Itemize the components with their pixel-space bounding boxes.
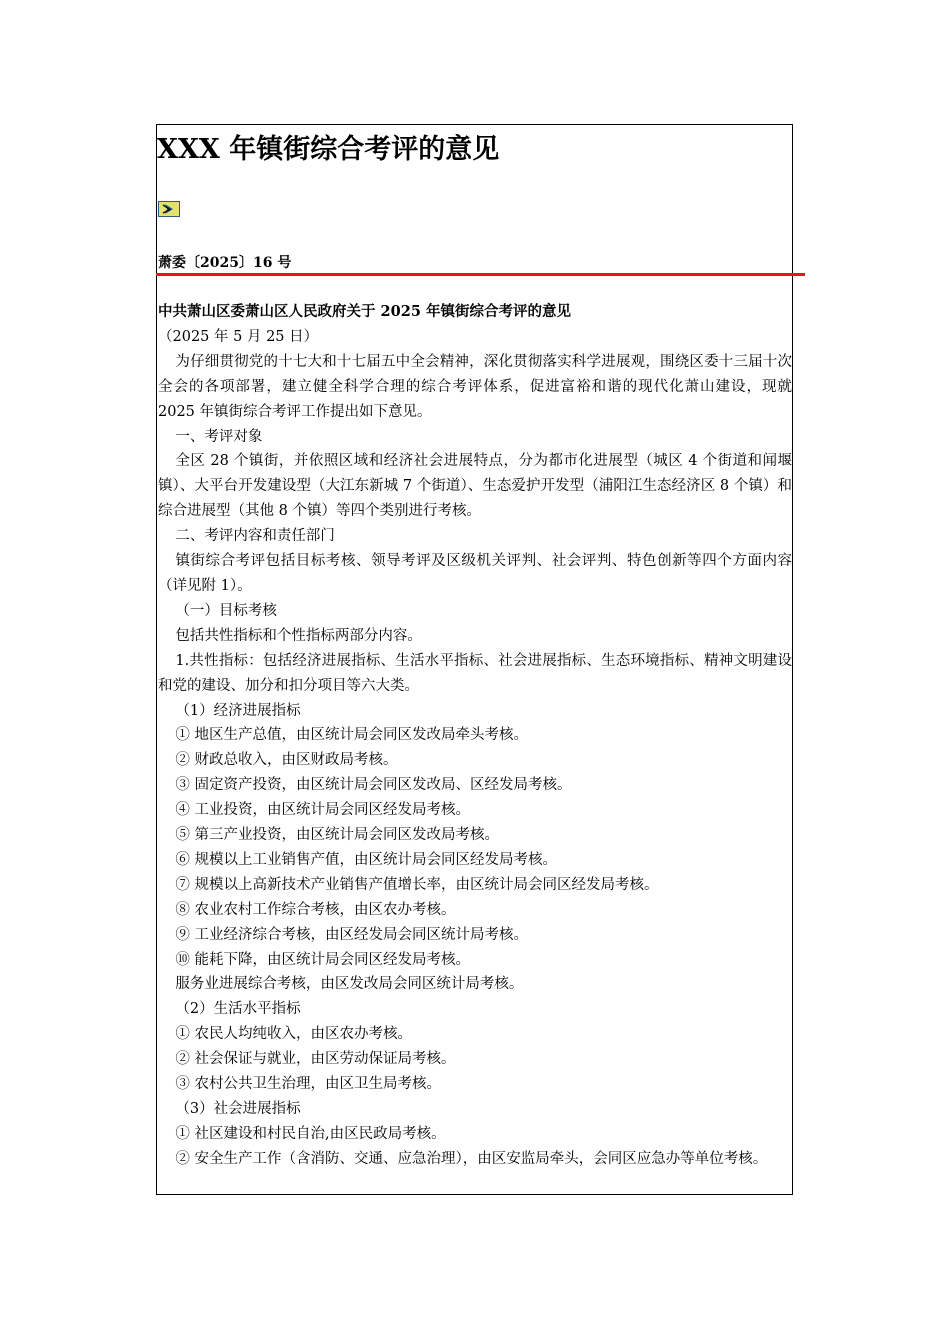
list-item: ⑧ 农业农村工作综合考核，由区农办考核。 [175, 901, 456, 918]
document-number: 萧委〔2025〕16 号 [158, 255, 292, 271]
list-item: ④ 工业投资，由区统计局会同区经发局考核。 [175, 802, 470, 819]
list-item: ② 财政总收入，由区财政局考核。 [175, 752, 398, 769]
document-title: XXX 年镇街综合考评的意见 [157, 134, 500, 165]
list-item: ⑨ 工业经济综合考核，由区经发局会同区统计局考核。 [175, 926, 528, 943]
section-heading: 一、考评对象 [175, 428, 263, 445]
list-item: ③ 固定资产投资，由区统计局会同区发改局、区经发局考核。 [175, 777, 572, 794]
subsection-heading: （1）经济进展指标 [175, 702, 301, 719]
document-body [158, 300, 792, 1172]
list-item: ⑩ 能耗下降，由区统计局会同区经发局考核。 [175, 951, 470, 968]
list-item: ① 地区生产总值，由区统计局会同区发改局牵头考核。 [175, 727, 528, 744]
list-item: ② 社会保证与就业，由区劳动保证局考核。 [175, 1051, 456, 1068]
section-heading: 二、考评内容和责任部门 [175, 528, 335, 545]
list-item: ⑤ 第三产业投资，由区统计局会同区发改局考核。 [175, 827, 499, 844]
list-item: ③ 农村公共卫生治理，由区卫生局考核。 [175, 1076, 441, 1093]
paragraph: 1.共性指标：包括经济进展指标、生活水平指标、社会进展指标、生态环境指标、精神文明建设和党的建设、加分和扣分项目等六大类。 [158, 652, 792, 694]
arrow-icon[interactable] [158, 201, 180, 217]
list-item: ⑥ 规模以上工业销售产值，由区统计局会同区经发局考核。 [175, 851, 557, 868]
document-frame [156, 124, 793, 1195]
paragraph: 全区 28 个镇街，并依照区域和经济社会进展特点，分为都市化进展型（城区 4 个街道和闻堰镇）、大平台开发建设型（大江东新城 7 个街道）、生态爱护开发型（浦阳江生态经济区 8 个镇）和综合进展型（其他 8 个镇）等四个类别进行考核。 [158, 453, 792, 520]
list-item: 服务业进展综合考核，由区发改局会同区统计局考核。 [175, 976, 524, 993]
title-edge-mark [792, 143, 793, 169]
paragraph: 包括共性指标和个性指标两部分内容。 [175, 627, 422, 644]
document-date: （2025 年 5 月 25 日） [158, 328, 319, 345]
paragraph: 为仔细贯彻党的十七大和十七届五中全会精神，深化贯彻落实科学进展观，围绕区委十三届十次全会的各项部署，建立健全科学合理的综合考评体系，促进富裕和谐的现代化萧山建设，现就 2025 年镇街综合考评工作提出如下意见。 [158, 353, 792, 420]
subsection-heading: （2）生活水平指标 [175, 1001, 301, 1018]
red-divider [156, 273, 805, 276]
list-item: ② 安全生产工作（含消防、交通、应急治理），由区安监局牵头，会同区应急办等单位考核。 [175, 1150, 768, 1167]
subsection-heading: （一）目标考核 [175, 602, 277, 619]
document-heading: 中共萧山区委萧山区人民政府关于 2025 年镇街综合考评的意见 [158, 303, 571, 320]
list-item: ① 社区建设和村民自治,由区民政局考核。 [175, 1125, 446, 1142]
list-item: ⑦ 规模以上高新技术产业销售产值增长率，由区统计局会同区经发局考核。 [175, 876, 659, 893]
subsection-heading: （3）社会进展指标 [175, 1101, 301, 1117]
list-item: ① 农民人均纯收入，由区农办考核。 [175, 1026, 412, 1043]
paragraph: 镇街综合考评包括目标考核、领导考评及区级机关评判、社会评判、特色创新等四个方面内容（详见附 1）。 [158, 553, 792, 594]
